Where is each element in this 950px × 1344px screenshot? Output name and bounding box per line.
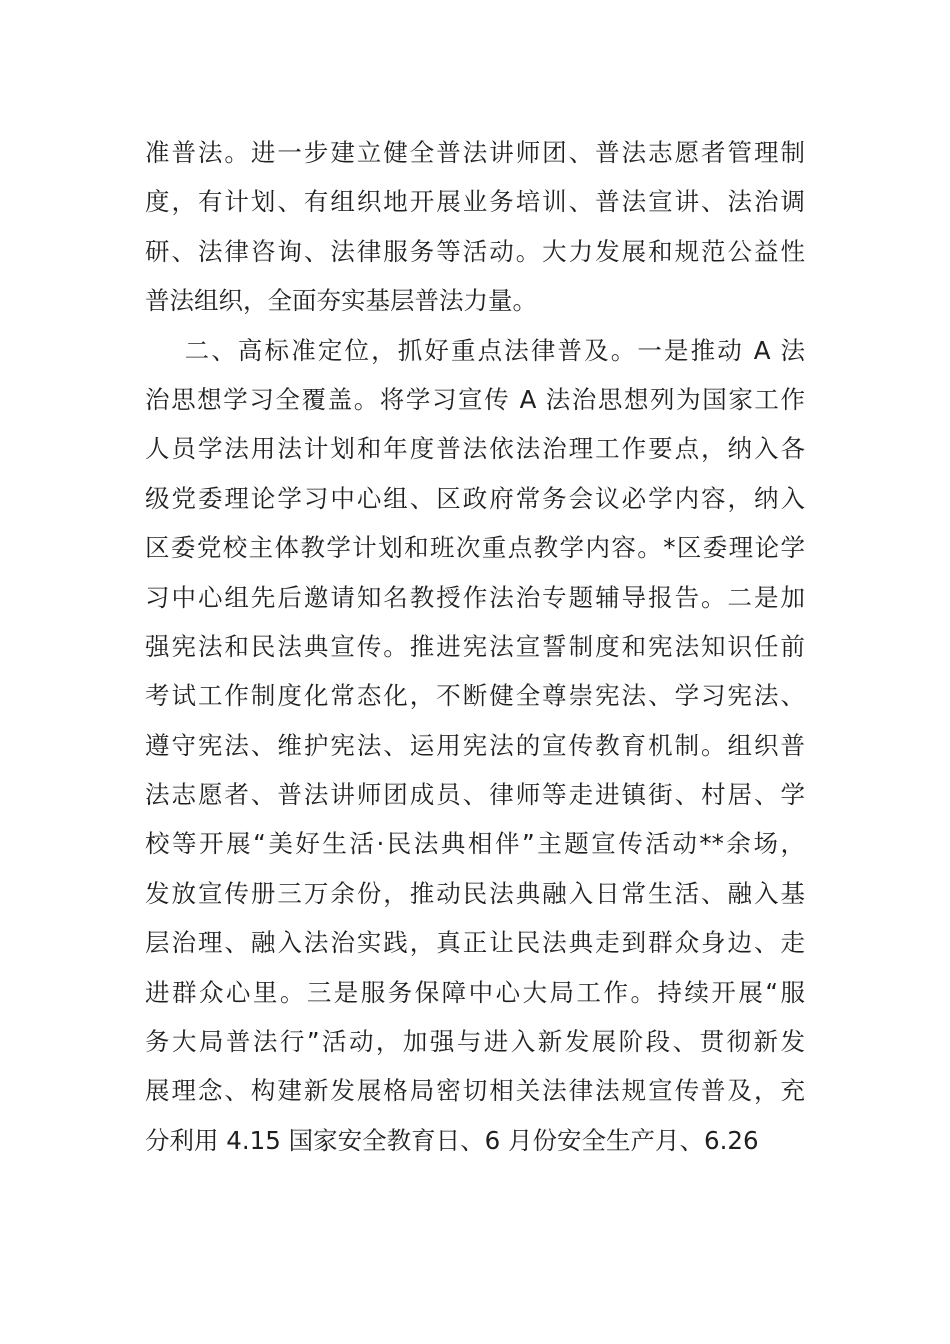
text-line: 校等开展“美好生活·民法典相伴”主题宣传活动**余场， (145, 829, 805, 859)
text-line: 治思想学习全覆盖。将学习宣传 A 法治思想列为国家工作 (145, 384, 805, 414)
text-line: 普法组织，全面夯实基层普法力量。 (145, 286, 537, 316)
text-line: 层治理、融入法治实践，真正让民法典走到群众身边、走 (145, 928, 805, 958)
text-line: 遵守宪法、维护宪法、运用宪法的宣传教育机制。组织普 (145, 730, 805, 760)
body-text (145, 128, 805, 1165)
text-line: 习中心组先后邀请知名教授作法治专题辅导报告。二是加 (145, 582, 805, 612)
text-line: 强宪法和民法典宣传。推进宪法宣誓制度和宪法知识任前 (145, 631, 805, 661)
text-line: 区委党校主体教学计划和班次重点教学内容。*区委理论学 (145, 533, 805, 563)
section-heading-line: 二、高标准定位，抓好重点法律普及。一是推动 A 法 (145, 335, 805, 365)
text-line: 研、法律咨询、法律服务等活动。大力发展和规范公益性 (145, 236, 805, 266)
text-line: 进群众心里。三是服务保障中心大局工作。持续开展“服 (145, 977, 805, 1007)
text-line: 级党委理论学习中心组、区政府常务会议必学内容，纳入 (145, 483, 805, 513)
text-line: 发放宣传册三万余份，推动民法典融入日常生活、融入基 (145, 878, 805, 908)
text-line: 法志愿者、普法讲师团成员、律师等走进镇街、村居、学 (145, 780, 805, 810)
text-line: 考试工作制度化常态化，不断健全尊崇宪法、学习宪法、 (145, 681, 805, 711)
text-line: 务大局普法行”活动，加强与进入新发展阶段、贯彻新发 (145, 1027, 805, 1057)
text-line: 分利用 4.15 国家安全教育日、6 月份安全生产月、6.26 (145, 1125, 759, 1155)
text-line: 度，有计划、有组织地开展业务培训、普法宣讲、法治调 (145, 187, 805, 217)
text-line: 准普法。进一步建立健全普法讲师团、普法志愿者管理制 (145, 138, 805, 167)
text-line: 展理念、构建新发展格局密切相关法律法规宣传普及，充 (145, 1076, 805, 1106)
text-line: 人员学法用法计划和年度普法依法治理工作要点，纳入各 (145, 434, 805, 464)
